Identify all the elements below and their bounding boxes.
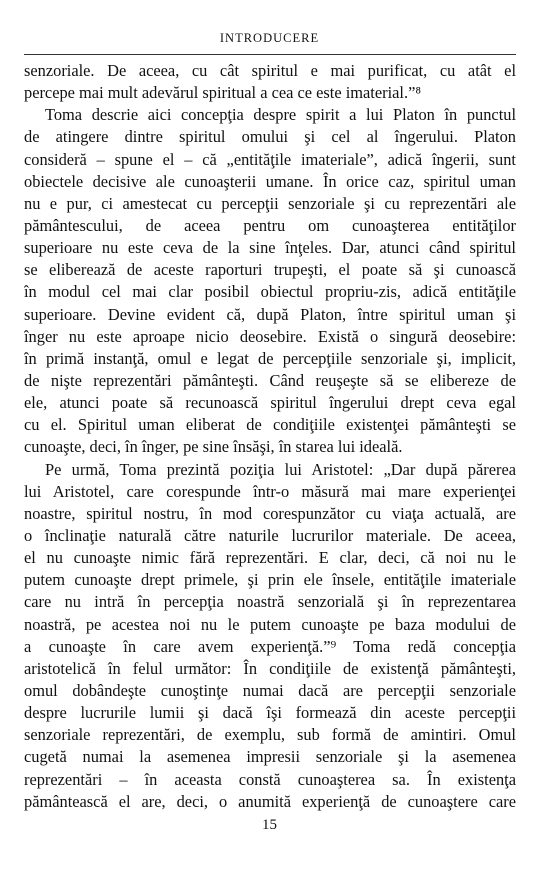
text-line: el nu cunoaşte nimic fără reprezentări. E clar, deci, că noi nu le [24,548,516,568]
page-number: 15 [262,817,277,833]
text-line: se eliberează de aceste raporturi trupeşti, el poate să şi cunoască [24,260,516,280]
text-line: în modul cel mai clar posibil obiectul propriu-zis, adică entităţile [24,282,516,302]
text-line: Toma descrie aici concepţia despre spirit a lui Platon în punctul [45,105,516,125]
text-line: înger nu este aproape nicio deosebire. Există o singură deosebire: [24,326,516,346]
text-line: pământescului, de aceea pentru om cunoaşterea entităţilor [24,215,516,235]
text-line: despre lucrurile lumii şi dacă îşi formează din aceste percepţii [24,703,516,723]
header-rule [24,54,516,55]
text-line: cu el. Spiritul uman eliberat de condiţiile existenţei pământeşti se [24,415,516,435]
text-line: Pe urmă, Toma prezintă poziţia lui Aristotel: „Dar după părerea [45,459,516,479]
text-line: cugetă numai la asemenea impresii senzoriale şi la asemenea [24,747,516,767]
text-line: lui Aristotel, care corespunde într-o măsură mai mare experienţei [24,481,516,501]
body-text [24,60,516,813]
text-line: o înclinaţie naturală către naturile lucrurilor materiale. De aceea, [24,525,516,545]
text-line: care nu intră în percepţia noastră senzorială şi în reprezentarea [24,592,516,612]
text-line: în primă instanţă, omul e legat de percepţiile senzoriale şi, implicit, [24,348,516,368]
text-line: aristotelică în felul următor: În condiţiile de existenţă pământeşti, [24,658,516,678]
text-line: de atingere dintre spiritul omului şi cel al îngerului. Platon [24,127,516,147]
text-line: superioare nu este ceva de la sine înţeles. Dar, atunci când spiritul [24,238,516,258]
text-line: reprezentări – în aceasta constă cunoaşterea sa. În existenţa [24,769,516,789]
text-line: omul dobândeşte cunoştinţe numai dacă are percepţii senzoriale [24,680,516,700]
text-line: obiectele decisive ale cunoaşterii umane. În orice caz, spiritul uman [24,171,516,191]
text-line: noastră, pe acestea noi nu le putem cunoaşte pe baza modului de [24,614,516,634]
text-line: pământească el are, deci, o anumită experienţă de cunoaştere care [24,791,516,811]
running-head: INTRODUCERE [219,31,320,45]
text-line: a cunoaşte în care avem experienţă.”⁹ Toma redă concepţia [24,636,516,656]
text-line: putem cunoaşte drept primele, şi prin ele însele, entităţile imateriale [24,570,516,590]
text-line: nu e pur, ci amestecat cu percepţii senzoriale şi cu reprezentări ale [24,193,516,213]
text-line: noastre, spiritul nostru, în mod corespunzător cu viaţa actuală, are [24,503,516,523]
text-line: cunoaşte, deci, în înger, pe sine însăşi, în starea lui ideală. [24,437,403,457]
text-line: ele, atunci poate să recunoască spiritul îngerului drept ceva egal [24,393,516,413]
text-line: de nişte reprezentări pământeşti. Când reuşeşte să se elibereze de [24,370,516,390]
text-line: senzoriale. De aceea, cu cât spiritul e mai purificat, cu atât el [24,61,516,80]
text-line: senzoriale reprezentări, de exemplu, sub formă de amintiri. Omul [24,725,516,745]
text-line: consideră – spune el – că „entităţile imateriale”, adică îngerii, sunt [24,149,516,169]
text-line: percepe mai mult adevărul spiritual a cea ce este imaterial.”⁸ [24,83,422,103]
text-line: superioare. Devine evident că, după Platon, între spiritul uman şi [24,304,516,324]
